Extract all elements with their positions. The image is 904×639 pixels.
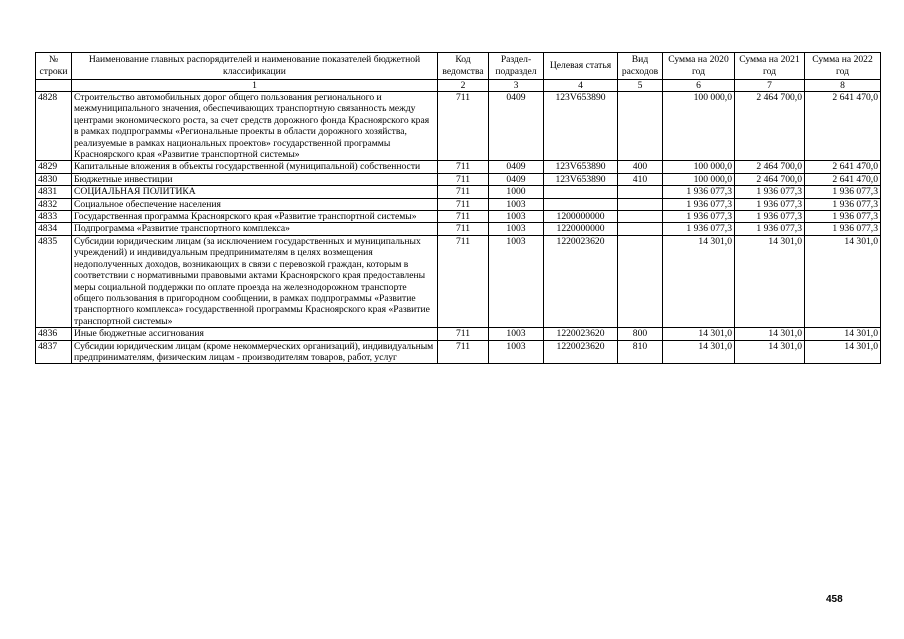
row-target-code: 1220000000 xyxy=(544,223,618,235)
row-sum-2021: 14 301,0 xyxy=(735,328,805,340)
header-section: Раздел-подраздел xyxy=(489,53,544,80)
table-row xyxy=(36,328,881,340)
row-sum-2021: 2 464 700,0 xyxy=(735,173,805,185)
table-row xyxy=(36,173,881,185)
row-sum-2022: 14 301,0 xyxy=(805,235,881,327)
header-sum-2021: Сумма на 2021 год xyxy=(735,53,805,80)
row-target-code: 1220023620 xyxy=(544,340,618,364)
row-sum-2020: 100 000,0 xyxy=(663,161,735,173)
table-row xyxy=(36,92,881,161)
row-number: 4833 xyxy=(36,211,72,223)
row-number: 4829 xyxy=(36,161,72,173)
column-number: 4 xyxy=(544,80,618,92)
row-expense-type: 400 xyxy=(618,161,663,173)
header-sum-2022: Сумма на 2022 год xyxy=(805,53,881,80)
column-number: 8 xyxy=(805,80,881,92)
budget-table xyxy=(35,52,881,364)
column-number: 6 xyxy=(663,80,735,92)
row-number: 4835 xyxy=(36,235,72,327)
row-target-code: 1200000000 xyxy=(544,211,618,223)
column-number: 1 xyxy=(72,80,438,92)
header-name: Наименование главных распорядителей и наименование показателей бюджетной классификации xyxy=(72,53,438,80)
row-name: Государственная программа Красноярского края «Развитие транспортной системы» xyxy=(72,211,438,223)
row-sum-2021: 1 936 077,3 xyxy=(735,198,805,210)
row-sum-2020: 100 000,0 xyxy=(663,173,735,185)
row-number: 4832 xyxy=(36,198,72,210)
table-body xyxy=(36,92,881,364)
row-target-code: 1220023620 xyxy=(544,235,618,327)
page-number: 458 xyxy=(826,594,843,605)
header-dept: Код ведомства xyxy=(438,53,489,80)
row-expense-type xyxy=(618,235,663,327)
row-number: 4831 xyxy=(36,186,72,198)
row-sum-2020: 14 301,0 xyxy=(663,328,735,340)
column-number: 5 xyxy=(618,80,663,92)
row-number: 4837 xyxy=(36,340,72,364)
row-name: Субсидии юридическим лицам (кроме некоммерческих организаций), индивидуальным предпринимателям, физическим лицам - производителям товаров, работ, услуг xyxy=(72,340,438,364)
row-sum-2022: 2 641 470,0 xyxy=(805,173,881,185)
row-expense-type: 810 xyxy=(618,340,663,364)
row-sum-2021: 2 464 700,0 xyxy=(735,92,805,161)
row-sum-2022: 1 936 077,3 xyxy=(805,211,881,223)
header-target: Целевая статья xyxy=(544,53,618,80)
row-section-code: 1003 xyxy=(489,198,544,210)
row-target-code: 1220023620 xyxy=(544,328,618,340)
row-number: 4836 xyxy=(36,328,72,340)
row-sum-2020: 1 936 077,3 xyxy=(663,211,735,223)
row-expense-type xyxy=(618,92,663,161)
row-name: Бюджетные инвестиции xyxy=(72,173,438,185)
row-section-code: 1003 xyxy=(489,235,544,327)
header-sum-2020: Сумма на 2020 год xyxy=(663,53,735,80)
row-section-code: 1003 xyxy=(489,328,544,340)
row-expense-type xyxy=(618,211,663,223)
row-section-code: 1003 xyxy=(489,223,544,235)
row-sum-2022: 1 936 077,3 xyxy=(805,186,881,198)
row-section-code: 1000 xyxy=(489,186,544,198)
row-sum-2020: 1 936 077,3 xyxy=(663,223,735,235)
row-sum-2022: 2 641 470,0 xyxy=(805,92,881,161)
table-row xyxy=(36,186,881,198)
row-dept-code: 711 xyxy=(438,161,489,173)
row-name: Строительство автомобильных дорог общего пользования регионального и межмуниципального значения, обеспечивающих транспортную связанность между центрами экономического роста, за счет средств дорожного фонда Красноярского края в рамках подпрограммы «Региональные проекты в области дорожного хозяйства, реализуемые в рамках национальных проектов» государственной программы Красноярского края «Развитие транспортной системы» xyxy=(72,92,438,161)
row-expense-type xyxy=(618,223,663,235)
column-number-row xyxy=(36,80,881,92)
row-sum-2021: 1 936 077,3 xyxy=(735,186,805,198)
table-row xyxy=(36,223,881,235)
row-name: СОЦИАЛЬНАЯ ПОЛИТИКА xyxy=(72,186,438,198)
row-sum-2022: 14 301,0 xyxy=(805,340,881,364)
row-dept-code: 711 xyxy=(438,211,489,223)
row-expense-type xyxy=(618,198,663,210)
row-sum-2021: 1 936 077,3 xyxy=(735,223,805,235)
row-sum-2021: 14 301,0 xyxy=(735,340,805,364)
row-dept-code: 711 xyxy=(438,340,489,364)
row-sum-2021: 1 936 077,3 xyxy=(735,211,805,223)
row-dept-code: 711 xyxy=(438,173,489,185)
row-sum-2020: 100 000,0 xyxy=(663,92,735,161)
header-exp: Вид расходов xyxy=(618,53,663,80)
row-number: 4828 xyxy=(36,92,72,161)
row-sum-2022: 1 936 077,3 xyxy=(805,223,881,235)
row-sum-2020: 1 936 077,3 xyxy=(663,198,735,210)
table-row xyxy=(36,161,881,173)
row-sum-2022: 1 936 077,3 xyxy=(805,198,881,210)
row-expense-type: 410 xyxy=(618,173,663,185)
row-section-code: 1003 xyxy=(489,211,544,223)
column-number: 3 xyxy=(489,80,544,92)
row-number: 4834 xyxy=(36,223,72,235)
row-sum-2020: 1 936 077,3 xyxy=(663,186,735,198)
row-sum-2022: 14 301,0 xyxy=(805,328,881,340)
column-number: 2 xyxy=(438,80,489,92)
header-num: № строки xyxy=(36,53,72,80)
row-sum-2021: 2 464 700,0 xyxy=(735,161,805,173)
row-section-code: 0409 xyxy=(489,173,544,185)
column-number: 7 xyxy=(735,80,805,92)
table-row xyxy=(36,211,881,223)
table-row xyxy=(36,235,881,327)
row-name: Капитальные вложения в объекты государственной (муниципальной) собственности xyxy=(72,161,438,173)
row-target-code: 123V653890 xyxy=(544,161,618,173)
row-number: 4830 xyxy=(36,173,72,185)
row-name: Иные бюджетные ассигнования xyxy=(72,328,438,340)
row-dept-code: 711 xyxy=(438,186,489,198)
row-dept-code: 711 xyxy=(438,92,489,161)
header-row xyxy=(36,53,881,80)
row-sum-2022: 2 641 470,0 xyxy=(805,161,881,173)
row-section-code: 0409 xyxy=(489,161,544,173)
row-target-code: 123V653890 xyxy=(544,173,618,185)
table-row xyxy=(36,198,881,210)
row-dept-code: 711 xyxy=(438,198,489,210)
row-section-code: 1003 xyxy=(489,340,544,364)
row-dept-code: 711 xyxy=(438,235,489,327)
row-name: Субсидии юридическим лицам (за исключением государственных и муниципальных учреждений) и индивидуальным предпринимателям в целях возмещения недополученных доходов, возникающих в связи с перевозкой граждан, которым в соответствии с нормативными правовыми актами Красноярского края предоставлены меры социальной поддержки по оплате проезда на железнодорожном транспорте общего пользования в пригородном сообщении, в рамках подпрограммы «Развитие транспортного комплекса» государственной программы Красноярского края «Развитие транспортной системы» xyxy=(72,235,438,327)
row-sum-2020: 14 301,0 xyxy=(663,340,735,364)
row-sum-2021: 14 301,0 xyxy=(735,235,805,327)
table-row xyxy=(36,340,881,364)
row-target-code: 123V653890 xyxy=(544,92,618,161)
row-target-code xyxy=(544,198,618,210)
row-expense-type: 800 xyxy=(618,328,663,340)
row-name: Подпрограмма «Развитие транспортного комплекса» xyxy=(72,223,438,235)
row-sum-2020: 14 301,0 xyxy=(663,235,735,327)
column-number xyxy=(36,80,72,92)
row-section-code: 0409 xyxy=(489,92,544,161)
row-expense-type xyxy=(618,186,663,198)
row-dept-code: 711 xyxy=(438,328,489,340)
row-name: Социальное обеспечение населения xyxy=(72,198,438,210)
row-target-code xyxy=(544,186,618,198)
row-dept-code: 711 xyxy=(438,223,489,235)
